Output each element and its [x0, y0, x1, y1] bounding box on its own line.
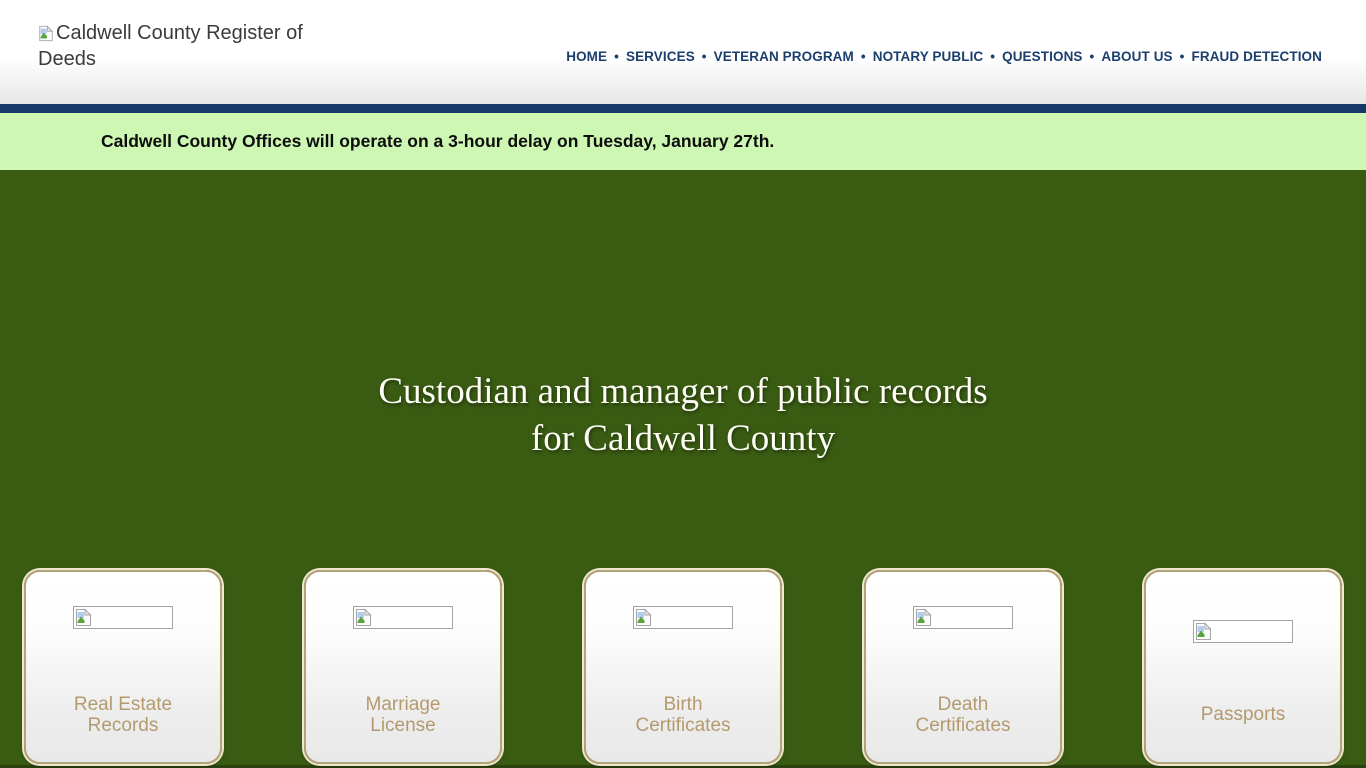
nav-item-home[interactable]: HOME [566, 49, 608, 64]
card-label-line: Passports [1200, 704, 1286, 726]
card-label-line: Marriage [365, 693, 441, 715]
broken-image-icon [635, 608, 652, 627]
nav-item-questions[interactable]: QUESTIONS [1002, 49, 1083, 64]
card-label-line: Certificates [915, 715, 1011, 736]
main-nav [566, 49, 1322, 64]
card-label [586, 692, 780, 738]
alert-banner-text: Caldwell County Offices will operate on a 3-hour delay on Tuesday, January 27th. [101, 131, 775, 151]
site-logo-text: Caldwell County Register of Deeds [38, 22, 303, 70]
card-label-line: License [370, 715, 436, 736]
nav-separator: • [1089, 49, 1095, 64]
broken-image-placeholder [353, 606, 453, 629]
nav-item-services[interactable]: SERVICES [625, 49, 695, 64]
broken-image-placeholder [1193, 620, 1293, 643]
alert-banner [0, 113, 1366, 170]
card-label [26, 692, 220, 738]
card-label-line: Real Estate [73, 693, 173, 715]
nav-separator: • [860, 49, 866, 64]
nav-item-fraud-detection[interactable]: FRAUD DETECTION [1191, 49, 1322, 64]
nav-separator: • [1179, 49, 1185, 64]
card-label [306, 692, 500, 738]
card-real-estate-records[interactable] [24, 570, 222, 764]
broken-image-icon [915, 608, 932, 627]
broken-image-placeholder [633, 606, 733, 629]
broken-image-icon [38, 25, 54, 48]
hero-heading-line-1: Custodian and manager of public records [378, 371, 988, 412]
card-death-certificates[interactable] [864, 570, 1062, 764]
header-divider-bar [0, 104, 1366, 113]
nav-separator: • [990, 49, 996, 64]
broken-image-icon [75, 608, 92, 627]
hero-heading [0, 170, 1366, 462]
card-label [866, 692, 1060, 738]
broken-image-placeholder [913, 606, 1013, 629]
nav-item-veteran-program[interactable]: VETERAN PROGRAM [713, 49, 854, 64]
site-header [0, 0, 1366, 104]
nav-item-about-us[interactable]: ABOUT US [1101, 49, 1173, 64]
card-label-line: Death [937, 693, 989, 715]
broken-image-placeholder [73, 606, 173, 629]
card-passports[interactable] [1144, 570, 1342, 764]
nav-separator: • [701, 49, 707, 64]
card-label-line: Records [87, 715, 159, 736]
card-birth-certificates[interactable] [584, 570, 782, 764]
hero-section [0, 170, 1366, 768]
card-label-line: Certificates [635, 715, 731, 736]
site-logo[interactable] [38, 22, 348, 71]
hero-heading-line-2: for Caldwell County [530, 418, 836, 459]
broken-image-icon [355, 608, 372, 627]
nav-separator: • [614, 49, 619, 64]
nav-item-notary-public[interactable]: NOTARY PUBLIC [872, 49, 984, 64]
card-label [1146, 692, 1340, 738]
broken-image-icon [1195, 622, 1212, 641]
card-label-line: Birth [663, 693, 703, 715]
card-marriage-license[interactable] [304, 570, 502, 764]
service-cards-row [24, 570, 1342, 764]
